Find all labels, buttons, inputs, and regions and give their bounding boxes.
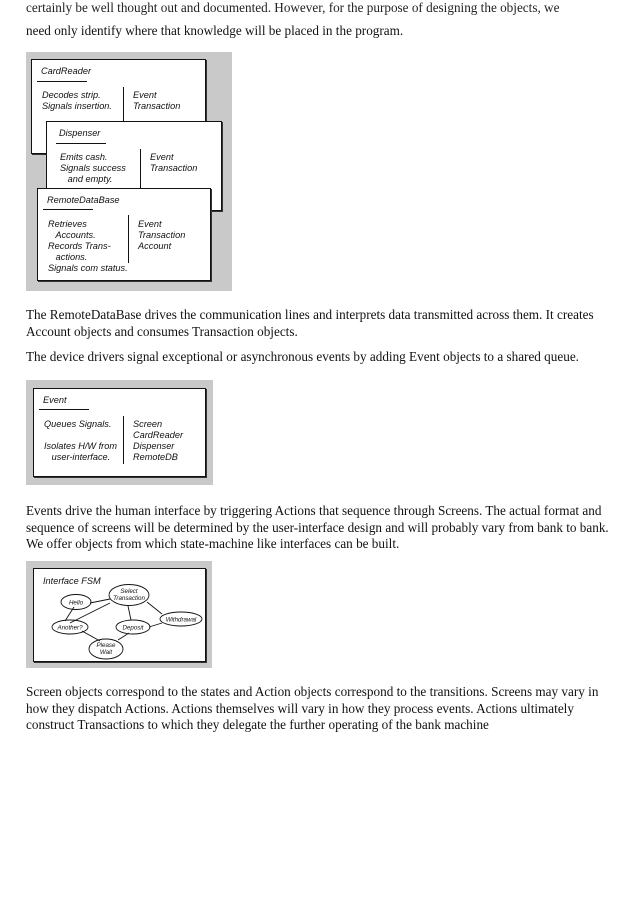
paragraph-5: Screen objects correspond to the states and Action objects correspond to the transitions. Screens may vary in how they dispatch Actions. Actions themselves will vary in how they process events. Actions ultimately construct Transactions to which they delegate the further operating of the bank machine	[26, 684, 599, 732]
state-label-withdrawal: Withdrawal	[165, 616, 197, 624]
transition-select-deposit	[128, 606, 131, 620]
title-underline	[39, 409, 89, 410]
state-label-wait: Wait	[99, 649, 113, 656]
state-label-another: Another?	[57, 624, 83, 632]
state-label-please: Please	[96, 642, 116, 649]
state-label-hello: Hello	[68, 599, 84, 607]
card-collaborators: Event Transaction Account	[138, 219, 186, 251]
state-label-transaction: Transaction	[113, 595, 145, 602]
paragraph-4: Events drive the human interface by triggering Actions that sequence through Screens. The actual format and sequence of screens will be determined by the user-interface design and will probably vary from bank to bank. We offer objects from which state-machine like interfaces can be built.	[26, 503, 609, 551]
card-divider	[140, 149, 141, 191]
card-event	[33, 388, 206, 477]
card-collaborators: Event Transaction	[133, 90, 181, 111]
paragraph-1: need only identify where that knowledge will be placed in the program.	[26, 23, 404, 38]
card-responsibilities: Retrieves Accounts. Records Trans- actions. Signals com status.	[48, 219, 128, 273]
transition-withdrawal-deposit	[149, 623, 162, 627]
state-label-deposit: Deposit	[122, 624, 144, 632]
card-responsibilities: Queues Signals. Isolates H/W from user-interface.	[44, 419, 118, 462]
figure-event-card	[26, 380, 213, 485]
card-title: Dispenser	[59, 128, 101, 138]
clipped-text-line: certainly be well thought out and documented. However, for the purpose of designing the objects, we	[26, 0, 560, 15]
title-underline	[37, 81, 87, 82]
paragraph-2: The RemoteDataBase drives the communication lines and interprets data transmitted across them. It creates Account objects and consumes Transaction objects.	[26, 307, 594, 339]
card-title: Event	[43, 395, 67, 405]
title-underline	[43, 209, 93, 210]
card-title: CardReader	[41, 66, 92, 76]
card-divider	[128, 215, 129, 263]
title-underline	[56, 143, 106, 144]
card-title: RemoteDataBase	[47, 195, 120, 205]
figure-interface-fsm	[26, 561, 212, 668]
fsm-graph	[34, 569, 205, 661]
card-divider	[123, 416, 124, 464]
figure-crc-devices	[26, 52, 232, 291]
transition-hello-select	[90, 599, 110, 603]
diagram-title: Interface FSM	[43, 576, 101, 586]
card-responsibilities: Emits cash. Signals success and empty.	[60, 152, 126, 184]
paragraph-3: The device drivers signal exceptional or asynchronous events by adding Event objects to a shared queue.	[26, 349, 579, 364]
transition-another-wait	[82, 631, 100, 641]
card-responsibilities: Decodes strip. Signals insertion.	[42, 90, 112, 111]
state-label-select: Select	[120, 588, 138, 595]
card-collaborators: Screen CardReader Dispenser RemoteDB	[133, 419, 184, 462]
transition-select-withdrawal	[147, 602, 162, 614]
card-remotedatabase	[37, 188, 211, 281]
fsm-diagram	[33, 568, 206, 662]
card-collaborators: Event Transaction	[150, 152, 198, 173]
